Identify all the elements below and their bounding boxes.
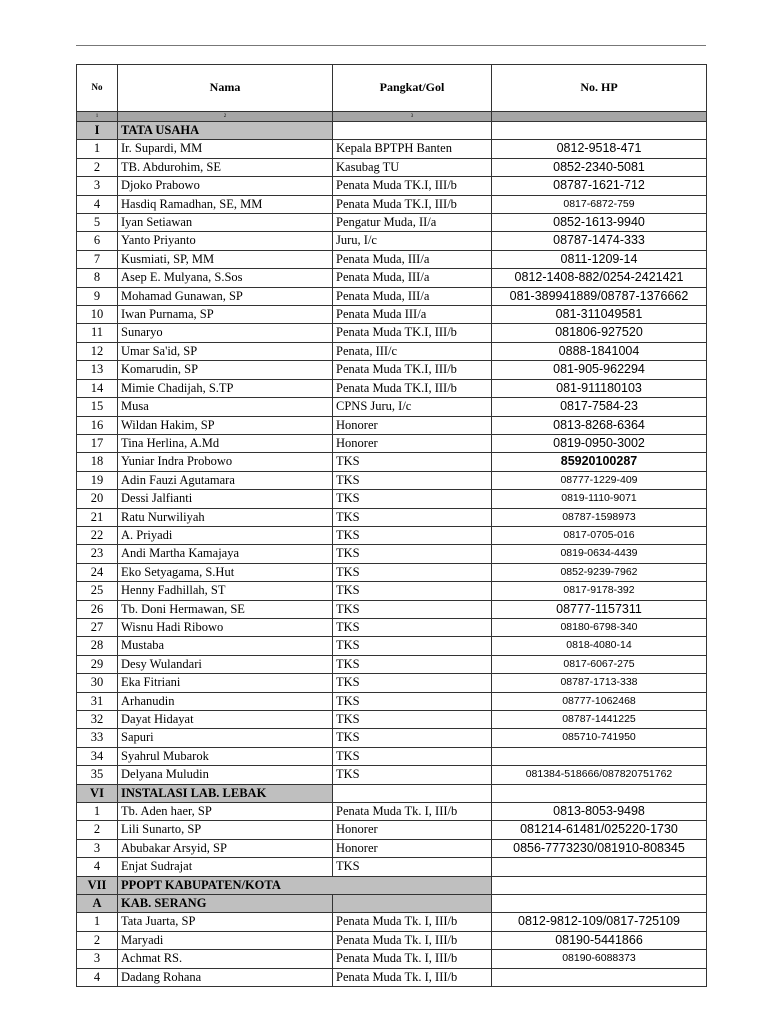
staff-name: Sunaryo [118, 324, 333, 342]
staff-name: Lili Sunarto, SP [118, 821, 333, 839]
staff-rank: Penata Muda, III/a [333, 269, 492, 287]
staff-phone: 0817-7584-23 [492, 398, 707, 416]
staff-name: Tina Herlina, A.Md [118, 434, 333, 452]
row-number: 11 [77, 324, 118, 342]
row-number: 10 [77, 306, 118, 324]
staff-phone: 0813-8053-9498 [492, 803, 707, 821]
staff-phone: 081-905-962294 [492, 361, 707, 379]
table-row [77, 490, 707, 508]
staff-phone: 0812-1408-882/0254-2421421 [492, 269, 707, 287]
staff-name: Abubakar Arsyid, SP [118, 839, 333, 857]
column-index-cell: 1 [77, 112, 118, 122]
col-header-nama: Nama [118, 65, 333, 112]
section-code: VI [77, 784, 118, 802]
staff-name: Arhanudin [118, 692, 333, 710]
section-row [77, 784, 707, 802]
staff-name: Kusmiati, SP, MM [118, 250, 333, 268]
table-row [77, 858, 707, 876]
staff-name: Asep E. Mulyana, S.Sos [118, 269, 333, 287]
table-body [77, 122, 707, 987]
staff-name: TB. Abdurohim, SE [118, 158, 333, 176]
row-number: 16 [77, 416, 118, 434]
staff-rank: Penata Muda TK.I, III/b [333, 195, 492, 213]
staff-rank: Penata Muda TK.I, III/b [333, 324, 492, 342]
section-code: A [77, 895, 118, 913]
staff-name: Ir. Supardi, MM [118, 140, 333, 158]
section-code: VII [77, 876, 118, 894]
staff-name: Iwan Purnama, SP [118, 306, 333, 324]
staff-phone: 85920100287 [492, 453, 707, 471]
staff-rank: Penata Muda Tk. I, III/b [333, 950, 492, 968]
staff-name: Hasdiq Ramadhan, SE, MM [118, 195, 333, 213]
staff-rank: TKS [333, 747, 492, 765]
staff-name: Adin Fauzi Agutamara [118, 471, 333, 489]
row-number: 18 [77, 453, 118, 471]
section-title: INSTALASI LAB. LEBAK [118, 784, 333, 802]
staff-phone [492, 858, 707, 876]
staff-phone: 08777-1157311 [492, 600, 707, 618]
row-number: 7 [77, 250, 118, 268]
section-row [77, 895, 707, 913]
section-empty-cell [333, 122, 492, 140]
staff-name: Tata Juarta, SP [118, 913, 333, 931]
staff-phone: 08180-6798-340 [492, 618, 707, 636]
staff-phone: 0818-4080-14 [492, 637, 707, 655]
row-number: 26 [77, 600, 118, 618]
row-number: 4 [77, 858, 118, 876]
staff-name: Umar Sa'id, SP [118, 342, 333, 360]
section-title: KAB. SERANG [118, 895, 333, 913]
staff-phone [492, 968, 707, 986]
column-index-cell [492, 112, 707, 122]
staff-name: Eko Setyagama, S.Hut [118, 563, 333, 581]
section-row [77, 122, 707, 140]
staff-name: Maryadi [118, 931, 333, 949]
staff-rank: TKS [333, 490, 492, 508]
staff-name: Sapuri [118, 729, 333, 747]
staff-rank: TKS [333, 563, 492, 581]
table-header-row [77, 65, 707, 112]
table-row [77, 803, 707, 821]
row-number: 25 [77, 582, 118, 600]
row-number: 8 [77, 269, 118, 287]
staff-name: Enjat Sudrajat [118, 858, 333, 876]
row-number: 21 [77, 508, 118, 526]
row-number: 34 [77, 747, 118, 765]
staff-rank: Kasubag TU [333, 158, 492, 176]
section-code: I [77, 122, 118, 140]
table-row [77, 324, 707, 342]
staff-rank: TKS [333, 618, 492, 636]
staff-name: Tb. Doni Hermawan, SE [118, 600, 333, 618]
table-row [77, 232, 707, 250]
staff-rank: Penata Muda Tk. I, III/b [333, 968, 492, 986]
table-row [77, 287, 707, 305]
row-number: 2 [77, 821, 118, 839]
table-row [77, 361, 707, 379]
table-row [77, 674, 707, 692]
staff-rank: TKS [333, 582, 492, 600]
row-number: 20 [77, 490, 118, 508]
staff-name: Yanto Priyanto [118, 232, 333, 250]
staff-name: Iyan Setiawan [118, 214, 333, 232]
table-row [77, 618, 707, 636]
row-number: 3 [77, 839, 118, 857]
staff-phone: 0819-0634-4439 [492, 545, 707, 563]
column-index-row [77, 112, 707, 122]
staff-rank: TKS [333, 508, 492, 526]
staff-rank: Penata Muda, III/a [333, 250, 492, 268]
table-row [77, 269, 707, 287]
staff-rank: TKS [333, 711, 492, 729]
table-row [77, 931, 707, 949]
staff-phone: 0813-8268-6364 [492, 416, 707, 434]
staff-phone: 08787-1474-333 [492, 232, 707, 250]
staff-name: Wisnu Hadi Ribowo [118, 618, 333, 636]
staff-rank: TKS [333, 471, 492, 489]
row-number: 33 [77, 729, 118, 747]
staff-phone: 081-311049581 [492, 306, 707, 324]
staff-rank: Penata, III/c [333, 342, 492, 360]
staff-rank: TKS [333, 600, 492, 618]
staff-rank: Honorer [333, 434, 492, 452]
staff-rank: TKS [333, 729, 492, 747]
staff-phone: 08190-6088373 [492, 950, 707, 968]
staff-rank: TKS [333, 692, 492, 710]
row-number: 27 [77, 618, 118, 636]
row-number: 32 [77, 711, 118, 729]
table-row [77, 140, 707, 158]
staff-rank: Penata Muda TK.I, III/b [333, 177, 492, 195]
column-index-cell: 2 [118, 112, 333, 122]
col-header-no: No [77, 65, 118, 112]
row-number: 13 [77, 361, 118, 379]
staff-name: Delyana Muludin [118, 766, 333, 784]
table-row [77, 839, 707, 857]
staff-phone: 08190-5441866 [492, 931, 707, 949]
table-row [77, 306, 707, 324]
row-number: 4 [77, 195, 118, 213]
staff-rank: Juru, I/c [333, 232, 492, 250]
staff-rank: Penata Muda III/a [333, 306, 492, 324]
staff-name: Dadang Rohana [118, 968, 333, 986]
staff-rank: TKS [333, 545, 492, 563]
row-number: 12 [77, 342, 118, 360]
staff-rank: Penata Muda, III/a [333, 287, 492, 305]
row-number: 1 [77, 140, 118, 158]
staff-name: Komarudin, SP [118, 361, 333, 379]
table-row [77, 471, 707, 489]
staff-name: Andi Martha Kamajaya [118, 545, 333, 563]
staff-phone: 0852-2340-5081 [492, 158, 707, 176]
table-row [77, 821, 707, 839]
section-empty-cell [492, 784, 707, 802]
staff-name: Mimie Chadijah, S.TP [118, 379, 333, 397]
staff-phone: 08787-1598973 [492, 508, 707, 526]
table-row [77, 655, 707, 673]
row-number: 2 [77, 158, 118, 176]
staff-phone: 085710-741950 [492, 729, 707, 747]
staff-rank: Penata Muda TK.I, III/b [333, 361, 492, 379]
staff-rank: TKS [333, 637, 492, 655]
table-row [77, 545, 707, 563]
row-number: 5 [77, 214, 118, 232]
top-rule [76, 45, 706, 46]
table-row [77, 766, 707, 784]
row-number: 35 [77, 766, 118, 784]
staff-phone: 081-911180103 [492, 379, 707, 397]
section-title: TATA USAHA [118, 122, 333, 140]
staff-phone: 0852-1613-9940 [492, 214, 707, 232]
staff-rank: Honorer [333, 416, 492, 434]
table-row [77, 600, 707, 618]
table-row [77, 637, 707, 655]
section-empty-cell [333, 895, 492, 913]
staff-table [76, 64, 707, 987]
staff-name: Dessi Jalfianti [118, 490, 333, 508]
table-row [77, 379, 707, 397]
table-row [77, 526, 707, 544]
staff-phone: 081806-927520 [492, 324, 707, 342]
staff-name: Dayat Hidayat [118, 711, 333, 729]
table-row [77, 177, 707, 195]
staff-rank: Penata Muda Tk. I, III/b [333, 913, 492, 931]
section-row [77, 876, 707, 894]
staff-phone: 0817-6067-275 [492, 655, 707, 673]
section-empty-cell [333, 784, 492, 802]
staff-name: Achmat RS. [118, 950, 333, 968]
table-row [77, 214, 707, 232]
table-row [77, 582, 707, 600]
row-number: 23 [77, 545, 118, 563]
row-number: 3 [77, 950, 118, 968]
row-number: 17 [77, 434, 118, 452]
table-row [77, 158, 707, 176]
staff-phone: 0819-1110-9071 [492, 490, 707, 508]
staff-rank: Penata Muda Tk. I, III/b [333, 803, 492, 821]
section-empty-cell [492, 876, 707, 894]
table-row [77, 711, 707, 729]
staff-rank: Honorer [333, 821, 492, 839]
staff-phone: 0812-9518-471 [492, 140, 707, 158]
section-title: PPOPT KABUPATEN/KOTA [118, 876, 492, 894]
staff-name: Yuniar Indra Probowo [118, 453, 333, 471]
staff-phone: 08777-1062468 [492, 692, 707, 710]
staff-name: Desy Wulandari [118, 655, 333, 673]
staff-phone: 081-389941889/08787-1376662 [492, 287, 707, 305]
table-row [77, 195, 707, 213]
row-number: 29 [77, 655, 118, 673]
row-number: 6 [77, 232, 118, 250]
staff-phone: 0856-7773230/081910-808345 [492, 839, 707, 857]
row-number: 4 [77, 968, 118, 986]
staff-rank: Penata Muda Tk. I, III/b [333, 931, 492, 949]
table-row [77, 398, 707, 416]
staff-phone: 08777-1229-409 [492, 471, 707, 489]
row-number: 24 [77, 563, 118, 581]
row-number: 31 [77, 692, 118, 710]
table-row [77, 913, 707, 931]
table-row [77, 692, 707, 710]
table-row [77, 747, 707, 765]
section-empty-cell [492, 895, 707, 913]
staff-rank: TKS [333, 766, 492, 784]
staff-name: Ratu Nurwiliyah [118, 508, 333, 526]
staff-phone: 08787-1441225 [492, 711, 707, 729]
row-number: 22 [77, 526, 118, 544]
staff-rank: TKS [333, 526, 492, 544]
staff-rank: Kepala BPTPH Banten [333, 140, 492, 158]
col-header-hp: No. HP [492, 65, 707, 112]
row-number: 3 [77, 177, 118, 195]
staff-phone: 0817-0705-016 [492, 526, 707, 544]
table-row [77, 563, 707, 581]
staff-name: Djoko Prabowo [118, 177, 333, 195]
row-number: 28 [77, 637, 118, 655]
staff-name: Mustaba [118, 637, 333, 655]
staff-phone: 0811-1209-14 [492, 250, 707, 268]
staff-rank: TKS [333, 858, 492, 876]
table-row [77, 250, 707, 268]
row-number: 14 [77, 379, 118, 397]
staff-name: Syahrul Mubarok [118, 747, 333, 765]
staff-name: Wildan Hakim, SP [118, 416, 333, 434]
staff-rank: TKS [333, 674, 492, 692]
row-number: 9 [77, 287, 118, 305]
staff-name: Tb. Aden haer, SP [118, 803, 333, 821]
staff-rank: TKS [333, 453, 492, 471]
row-number: 1 [77, 913, 118, 931]
staff-name: Musa [118, 398, 333, 416]
staff-rank: Honorer [333, 839, 492, 857]
staff-rank: TKS [333, 655, 492, 673]
staff-phone: 081384-518666/087820751762 [492, 766, 707, 784]
table-row [77, 434, 707, 452]
table-row [77, 950, 707, 968]
staff-name: Henny Fadhillah, ST [118, 582, 333, 600]
staff-phone: 0817-6872-759 [492, 195, 707, 213]
staff-phone: 081214-61481/025220-1730 [492, 821, 707, 839]
row-number: 30 [77, 674, 118, 692]
staff-phone: 08787-1621-712 [492, 177, 707, 195]
row-number: 1 [77, 803, 118, 821]
table-row [77, 968, 707, 986]
row-number: 15 [77, 398, 118, 416]
table-row [77, 416, 707, 434]
staff-phone: 08787-1713-338 [492, 674, 707, 692]
staff-rank: CPNS Juru, I/c [333, 398, 492, 416]
table-row [77, 453, 707, 471]
staff-name: A. Priyadi [118, 526, 333, 544]
staff-phone: 0888-1841004 [492, 342, 707, 360]
staff-phone: 0812-9812-109/0817-725109 [492, 913, 707, 931]
staff-phone: 0819-0950-3002 [492, 434, 707, 452]
staff-phone: 0817-9178-392 [492, 582, 707, 600]
section-empty-cell [492, 122, 707, 140]
staff-rank: Pengatur Muda, II/a [333, 214, 492, 232]
staff-name: Mohamad Gunawan, SP [118, 287, 333, 305]
row-number: 2 [77, 931, 118, 949]
table-row [77, 508, 707, 526]
table-row [77, 729, 707, 747]
table-row [77, 342, 707, 360]
staff-rank: Penata Muda TK.I, III/b [333, 379, 492, 397]
staff-name: Eka Fitriani [118, 674, 333, 692]
row-number: 19 [77, 471, 118, 489]
column-index-cell: 3 [333, 112, 492, 122]
col-header-pangkat: Pangkat/Gol [333, 65, 492, 112]
staff-phone [492, 747, 707, 765]
staff-phone: 0852-9239-7962 [492, 563, 707, 581]
